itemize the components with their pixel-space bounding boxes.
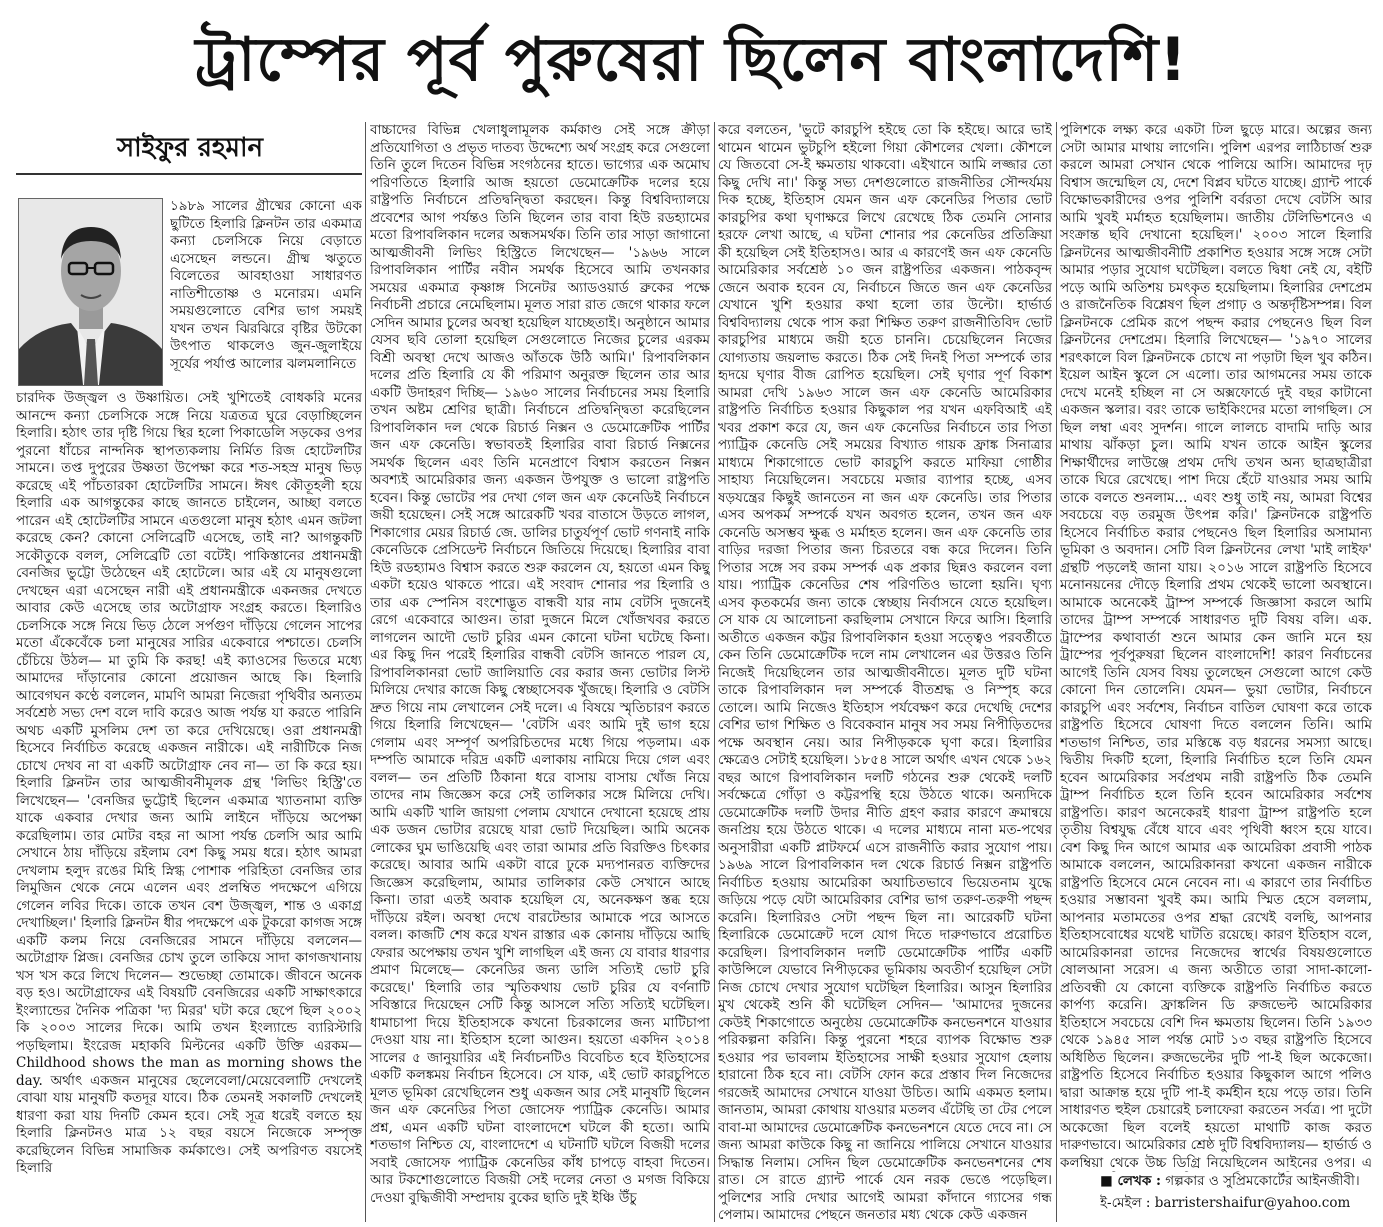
column-divider <box>714 122 715 1222</box>
column-divider <box>365 122 366 1222</box>
email-link[interactable]: barristershaifur@yahoo.com <box>1154 1195 1351 1211</box>
byline: সাইফুর রহমান <box>116 133 264 163</box>
paragraph: বাচ্চাদের বিভিন্ন খেলাধুলামূলক কর্মকাণ্ড সেই সঙ্গে ক্রীড়া প্রতিযোগিতা ও প্রভৃত দাতব্য উদ্দেশ্যে অর্থ সংগ্রহ করে সেগুলো তিনি তুলে দিতেন বিভিন্ন সংগঠনের হাতে। ভাগ্যের এক অমোঘ পরিণতিতে হিলারি আজ হয়তো ডেমোক্রেটিক দলের হয়ে রাষ্ট্রপতি নির্বাচনে প্রতিদ্বন্দ্বিতা করছেন। কিন্তু বিশ্ববিদ্যালয়ে প্রবেশের আগ পর্যন্তও তিনি ছিলেন তার বাবা হিউ রডহ্যামের মতো রিপাবলিকান দলের অন্ধসমর্থক। তিনি তার সাড়া জাগানো আত্মজীবনী লিভিং হিস্ট্রিতে লিখেছেন— '১৯৬৬ সালে রিপাবলিকান পার্টির নবীন সমর্থক হিসেবে আমি তখনকার সময়ের একমাত্র কৃষ্ণাঙ্গ সিনেটর অ্যাডওয়ার্ড ব্রুকের পক্ষে নির্বাচনী প্রচারে নেমেছিলাম। মূলত সারা রাত জেগে থাকার ফলে সেদিন আমার চুলের অবস্থা হয়েছিল যাচ্ছেতাই। অনুষ্ঠানে আমার যেসব ছবি তোলা হয়েছিল সেগুলোতে নিজের চুলের এরকম বিশ্রী অবস্থা দেখে আজও আঁতকে উঠি আমি।' রিপাবলিকান দলের প্রতি হিলারি যে কী পরিমাণ অনুরক্ত ছিলেন তার আর একটি উদাহরণ দিচ্ছি— ১৯৬০ সালের নির্বাচনের সময় হিলারি তখন অষ্টম শ্রেণির ছাত্রী। নির্বাচনে প্রতিদ্বন্দ্বিতা করেছিলেন রিপাবলিকান দল থেকে রিচার্ড নিক্সন ও ডেমোক্রেটিক পার্টির জন এফ কেনেডি। স্বভাবতই হিলারির বাবা রিচার্ড নিক্সনের সমর্থক ছিলেন এবং তিনি মনেপ্রাণে বিশ্বাস করতেন নিক্সন অবশ্যই আমেরিকার জন্য একজন উপযুক্ত ও ভালো রাষ্ট্রপতি হবেন। কিন্তু ভোটের পর দেখা গেল জন এফ কেনেডিই নির্বাচনে জয়ী হয়েছেন। সেই সঙ্গে আরেকটি খবর বাতাসে উড়তে লাগল, শিকাগোর মেয়র রিচার্ড জে. ডালির চাতুর্যপূর্ণ ভোট গণনাই নাকি কেনেডিকে প্রেসিডেন্ট নির্বাচনে জিতিয়ে দিয়েছে। হিলারির বাবা হিউ রডহ্যামও বিশ্বাস করতে শুরু করলেন যে, হয়তো এমন কিছু একটা হয়েও থাকতে পারে। এই সংবাদ শোনার পর হিলারি ও তার এক স্পেনিস বংশোদ্ভূত বান্ধবী যার নাম বেটসি দুজনেই রেগে একেবারে আগুন। তারা দুজনে মিলে খোঁজখবর করতে লাগলেন আদৌ ভোট চুরির এমন কোনো ঘটনা ঘটেছে কিনা। এর কিছু দিন পরেই হিলারির বান্ধবী বেটসি জানতে পারল যে, রিপাবলিকানরা ভোট জালিয়াতি বের করার জন্য ভোটার লিস্ট মিলিয়ে দেখার কাজে কিছু স্বেচ্ছাসেবক খুঁজছে। হিলারি ও বেটসি দ্রুত গিয়ে নাম লেখালেন সেই দলে। এ বিষয়ে স্মৃতিচারণ করতে গিয়ে হিলারি লিখেছেন— 'বেটসি এবং আমি দুই ভাগ হয়ে গেলাম এবং সম্পূর্ণ অপরিচিতদের মধ্যে গিয়ে পড়লাম। এক দম্পতি আমাকে দরিদ্র একটি এলাকায় নামিয়ে দিয়ে গেল এবং বলল— তন প্রতিটি ঠিকানা ধরে বাসায় বাসায় খোঁজ নিয়ে তাদের নাম জিজ্ঞেস করে সেই তালিকার সঙ্গে মিলিয়ে দেখি। আমি একটি খালি জায়গা পেলাম যেখানে দেখানো হয়েছে প্রায় এক ডজন ভোটার রয়েছে যারা ভোট দিয়েছিল। আমি অনেক লোকের ঘুম ভাঙিয়েছি এবং তারা আমার প্রতি বিরক্তিও চিৎকার করেছে। আবার আমি একটা বারে ঢুকে মদ্যপানরত ব্যক্তিদের জিজ্ঞেস করেছিলাম, আমার তালিকার কেউ সেখানে আছে কিনা। তারা এতই অবাক হয়েছিল যে, অনেকক্ষণ স্তব্ধ হয়ে দাঁড়িয়ে রইল। অবস্থা দেখে বারটেন্ডার আমাকে পরে আসতে বলল। কাজটি শেষ করে যখন রাস্তার এক কোনায় দাঁড়িয়ে আছি ফেরার অপেক্ষায় তখন খুশি লাগছিল এই জন্য যে বাবার ধারণার প্রমাণ মিলেছে— কেনেডির জন্য ডালি সত্যিই ভোট চুরি করেছে।' হিলারি তার স্মৃতিকথায় ভোট চুরির যে বর্ণনাটি সবিস্তারে দিয়েছেন সেটি কিন্তু আসলে সত্যি সত্যিই ঘটেছিল। ধামাচাপা দিয়ে ইতিহাসকে কখনো চিরকালের জন্য মাটিচাপা দেওয়া যায় না। ইতিহাস হলো আগুন। হয়তো একদিন ২০১৪ সালের ৫ জানুয়ারির এই নির্বাচনটিও বিবেচিত হবে ইতিহাসের একটি কলঙ্কময় নির্বাচন হিসেবে। সে যাক, এই ভোট কারচুপিতে মূলত ভূমিকা রেখেছিলেন শুধু একজন আর সেই মানুষটি ছিলেন জন এফ কেনেডির পিতা জোসেফ প্যাট্রিক কেনেডি। আমার প্রশ্ন, এমন একটি ঘটনা বাংলাদেশে ঘটলে কী হতো। আমি শতভাগ নিশ্চিত যে, বাংলাদেশে এ ঘটনাটি ঘটলে বিজয়ী দলের সবাই জোসেফ প্যাট্রিক কেনেডির কাঁধ চাপড়ে বাহবা দিতেন। আর টকশোগুলোতে বিজয়ী সেই দলের নেতা ও মগজ বিকিয়ে দেওয়া বুদ্ধিজীবী সম্প্রদায় বুকের ছাতি দুই ইঞ্চি উঁচু <box>370 122 710 1206</box>
headline: ট্রাম্পের পূর্ব পুরুষেরা ছিলেন বাংলাদেশি! <box>195 25 1188 95</box>
author-portrait-icon <box>19 199 162 385</box>
article-column-4 <box>1060 122 1372 1172</box>
article-column-2 <box>370 122 710 1222</box>
author-note <box>1100 1170 1375 1214</box>
author-description: গল্পকার ও সুপ্রিমকোর্টের আইনজীবী। <box>1165 1173 1360 1189</box>
author-line <box>1100 1170 1375 1192</box>
column-divider <box>1056 122 1057 1222</box>
email-line <box>1100 1192 1375 1214</box>
email-label: ই-মেইল : <box>1100 1195 1151 1211</box>
byline-rule <box>16 173 362 175</box>
article-column-3 <box>718 122 1052 1222</box>
paragraph: করে বলতেন, 'ভুটে কারচুপি হইছে তো কি হইছে। আরে ভাই থামেন থামেন ভুটচুপি হইলো গিয়া কৌশলের খেলা। কৌশলে যে জিতবো সে-ই ক্ষমতায় থাকবো। এইখানে আমি লজ্জার তো কিছু দেখি না।' কিন্তু সভ্য দেশগুলোতে রাজনীতির সৌন্দর্যময় দিক হচ্ছে, ইতিহাস যেমন জন এফ কেনেডির পিতার ভোট কারচুপির কথা ঘৃণাক্ষরে লিখে রেখেছে ঠিক তেমনি সোনার হরফে লেখা আছে, এ ঘটনা শোনার পর কেনেডির প্রতিক্রিয়া কী হয়েছিল সেই ইতিহাসও। আর এ কারণেই জন এফ কেনেডি আমেরিকার সর্বশ্রেষ্ঠ ১০ জন রাষ্ট্রপতির একজন। পাঠকবৃন্দ জেনে অবাক হবেন যে, নির্বাচনে জিতে জন এফ কেনেডির যেখানে খুশি হওয়ার কথা হলো তার উল্টো। হার্ভার্ড বিশ্ববিদ্যালয় থেকে পাস করা শিক্ষিত তরুণ রাজনীতিবিদ ভোট কারচুপির মাধ্যমে জয়ী হতে চাননি। চেয়েছিলেন নিজের যোগ্যতায় জয়লাভ করতে। ঠিক সেই দিনই পিতা সম্পর্কে তার হৃদয়ে ঘৃণার বীজ রোপিত হয়েছিল। সেই ঘৃণার পূর্ণ বিকাশ আমরা দেখি ১৯৬৩ সালে জন এফ কেনেডি আমেরিকার রাষ্ট্রপতি নির্বাচিত হওয়ার কিছুকাল পর যখন এফবিআই এই খবর প্রকাশ করে যে, জন এফ কেনেডির নির্বাচনে তার পিতা প্যাট্রিক কেনেডি সেই সময়ের বিখ্যাত গায়ক ফ্রাঙ্ক সিনাত্রার মাধ্যমে শিকাগোতে ভোট কারচুপি করতে মাফিয়া গোষ্ঠীর সাহায্য নিয়েছিলেন। সবচেয়ে মজার ব্যাপার হচ্ছে, এসব ষড়যন্ত্রের কিছুই জানতেন না জন এফ কেনেডি। তার পিতার এসব অপকর্ম সম্পর্কে যখন অবগত হলেন, তখন জন এফ কেনেডি অসম্ভব ক্ষুব্ধ ও মর্মাহত হলেন। জন এফ কেনেডি তার বাড়ির দরজা পিতার জন্য চিরতরে বন্ধ করে দিলেন। তিনি পিতার সঙ্গে সব রকম সম্পর্ক এক প্রকার ছিন্নও করলেন বলা যায়। প্যাট্রিক কেনেডির শেষ পরিণতিও ভালো হয়নি। ঘৃণ্য এসব কৃতকর্মের জন্য তাকে স্বেচ্ছায় নির্বাসনে যেতে হয়েছিল। সে যাক যে আলোচনা করছিলাম সেখানে ফিরে আসি। হিলারি অতীতে একজন কট্টর রিপাবলিকান হওয়া সত্ত্বেও পরবর্তীতে কেন তিনি ডেমোক্রেটিক দলে নাম লেখালেন এর উত্তরও তিনি নিজেই দিয়েছিলেন তার আত্মজীবনীতে। মূলত দুটি ঘটনা তাকে রিপাবলিকান দল সম্পর্কে বীতশ্রদ্ধ ও নিস্পৃহ করে তোলে। আমি নিজেও ইতিহাস পর্যবেক্ষণ করে দেখেছি দেশের বেশির ভাগ শিক্ষিত ও বিবেকবান মানুষ সব সময় নিপীড়িতদের পক্ষে অবস্থান নেয়। আর নিপীড়ককে ঘৃণা করে। হিলারির ক্ষেত্রেও সেটাই হয়েছিল। ১৮৫৪ সালে অর্থাৎ এখন থেকে ১৬২ বছর আগে রিপাবলিকান দলটি গঠনের শুরু থেকেই দলটি সর্বক্ষেত্রে গোঁড়া ও কট্টরপন্থি হয়ে উঠতে থাকে। অন্যদিকে ডেমোক্রেটিক দলটি উদার নীতি গ্রহণ করার কারণে ক্রমান্বয়ে জনপ্রিয় হয়ে উঠতে থাকে। এ দলের মাধ্যমে নানা মত-পথের অনুসারীরা একটি প্লাটফর্মে এসে রাজনীতি করার সুযোগ পায়। ১৯৬৯ সালে রিপাবলিকান দল থেকে রিচার্ড নিক্সন রাষ্ট্রপতি নির্বাচিত হওয়ায় আমেরিকা অযাচিতভাবে ভিয়েতনাম যুদ্ধে জড়িয়ে পড়ে যেটা আমেরিকার বেশির ভাগ তরুণ-তরুণী পছন্দ করেনি। হিলারিরও সেটা পছন্দ ছিল না। আরেকটি ঘটনা হিলারিকে ডেমোক্রেট দলে যোগ দিতে দারুণভাবে প্ররোচিত করেছিল। রিপাবলিকান দলটি ডেমোক্রেটিক পার্টির একটি কাউন্সিলে যেভাবে নিপীড়কের ভূমিকায় অবতীর্ণ হয়েছিল সেটা নিজ চোখে দেখার সুযোগ ঘটেছিল হিলারির। আসুন হিলারির মুখ থেকেই শুনি কী ঘটেছিল সেদিন— 'আমাদের দুজনের কেউই শিকাগোতে অনুষ্ঠেয় ডেমোক্রেটিক কনভেনশনে যাওয়ার পরিকল্পনা করিনি। কিন্তু পুরনো শহরে ব্যাপক বিক্ষোভ শুরু হওয়ার পর ভাবলাম ইতিহাসের সাক্ষী হওয়ার সুযোগ হেলায় হারানো ঠিক হবে না। বেটসি ফোন করে প্রস্তাব দিল নিজেদের গরজেই আমাদের সেখানে যাওয়া উচিত। আমি একমত হলাম। জানতাম, আমরা কোথায় যাওয়ার মতলব এঁটেছি তা টের পেলে বাবা-মা আমাদের ডেমোক্রেটিক কনভেনশনে যেতে দেবে না। সে জন্য আমরা কাউকে কিছু না জানিয়ে পালিয়ে সেখানে যাওয়ার সিদ্ধান্ত নিলাম। সেদিন ছিল ডেমোক্রেটিক কনভেনশনের শেষ রাত। সে রাতে গ্র্যান্ট পার্কে যেন নরক ভেঙে পড়েছিল। পুলিশের সারি দেখার আগেই আমরা কাঁদানে গ্যাসের গন্ধ পেলাম। আমাদের পেছনে জনতার মধ্য থেকে কেউ একজন <box>718 122 1052 1222</box>
paragraph: চারদিক উজ্জ্বল ও উষ্ণায়িত। সেই খুশিতেই বোধকরি মনের আনন্দে কন্যা চেলসিকে সঙ্গে নিয়ে যত্রতত্র ঘুরে বেড়াচ্ছিলেন হিলারি। হঠাৎ তার দৃষ্টি গিয়ে স্থির হলো পিকাডেলি সড়কের ওপর পুরনো ধাঁচের নান্দনিক স্থাপত্যকলায় নির্মিত রিজ হোটেলটির সামনে। তপ্ত দুপুরের উষ্ণতা উপেক্ষা করে শত-সহস্র মানুষ ভিড় করেছে এই পাঁচতারকা হোটেলটির সামনে। ঈষৎ কৌতূহলী হয়ে হিলারি এক আগন্তুকের কাছে জানতে চাইলেন, আচ্ছা বলতে পারেন এই হোটেলটির সামনে এতগুলো মানুষ হঠাৎ এমন জটলা করেছে কেন? কোনো সেলিব্রেটি এসেছে, তাই না? আগন্তুকটি সকৌতুকে বলল, সেলিব্রেটি তো বটেই। পাকিস্তানের প্রধানমন্ত্রী বেনজির ভুট্টো উঠেছেন এই হোটেলে। আর এই যে মানুষগুলো দেখছেন এরা এসেছেন নারী এই প্রধানমন্ত্রীকে একনজর দেখতে আবার কেউ এসেছে তার অটোগ্রাফ সংগ্রহ করতে। হিলারিও চেলসিকে সঙ্গে নিয়ে ভিড় ঠেলে সর্পগুণ দাঁড়িয়ে গেলেন সাপের মতো এঁকেবেঁকে চলা মানুষের সারির একেবারে পশ্চাতে। চেলসি চেঁচিয়ে উঠল— মা তুমি কি করছ! এই ক্যাওসের ভিতরে মধ্যে আমাদের দাঁড়ানোর কোনো প্রয়োজন আছে কি। হিলারি আবেগঘন কণ্ঠে বললেন, মামণি আমরা নিজেরা পৃথিবীর অন্যতম সর্বশ্রেষ্ঠ সভ্য দেশ বলে দাবি করেও আজ পর্যন্ত যা করতে পারিনি অথচ একটি মুসলিম দেশ তা করে দেখিয়েছে। ওরা প্রধানমন্ত্রী হিসেবে নির্বাচিত করেছে একজন নারীকে। এই নারীটিকে নিজ চোখে দেখব না বা একটি অটোগ্রাফ নেব না— তা কি করে হয়। হিলারি ক্লিনটন তার আত্মজীবনীমূলক গ্রন্থ 'লিভিং হিস্ট্রি'তে লিখেছেন— 'বেনজির ভুট্টোই ছিলেন একমাত্র খ্যাতনামা ব্যক্তি যাকে একবার দেখার জন্য আমি লাইনে দাঁড়িয়ে অপেক্ষা করেছিলাম। তার মোটর বহর না আসা পর্যন্ত চেলসি আর আমি সেখানে ঠায় দাঁড়িয়ে রইলাম বেশ কিছু সময় ধরে। হঠাৎ আমরা দেখলাম হলুদ রঙের মিহি স্নিগ্ধ পোশাক পরিহিতা বেনজির তার লিমুজিন থেকে নেমে এলেন এবং প্রলম্বিত পদক্ষেপে এগিয়ে গেলেন লবির দিকে। তাকে তখন বেশ উজ্জ্বল, শান্ত ও একাগ্র দেখাচ্ছিল।' হিলারি ক্লিনটন ধীর পদক্ষেপে এক টুকরো কাগজ সঙ্গে একটি কলম নিয়ে বেনজিরের সামনে দাঁড়িয়ে বললেন— অটোগ্রাফ প্লিজ। বেনজির চোখ তুলে তাকিয়ে সাদা কাগজখানায় খস খস করে লিখে দিলেন— শুভেচ্ছা তোমাকে। জীবনে অনেক বড় হও। অটোগ্রাফের এই বিষয়টি বেনজিরের একটি সাক্ষাৎকারে ইংল্যান্ডের দৈনিক পত্রিকা 'দ্য মিরর' ঘটা করে ছেপে ছিল ২০০২ কি ২০০৩ সালের দিকে। আমি তখন ইংল্যান্ডে ব্যারিস্টারি পড়ছিলাম। ইংরেজ মহাকবি মিল্টনের একটি উক্তি এরকম— Childhood shows the man as morning shows the day. অর্থাৎ একজন মানুষের ছেলেবেলা/মেয়েবেলাটি দেখলেই বোঝা যায় মানুষটি কতদূর যাবে। ঠিক তেমনই সকালটি দেখলেই ধারণা করা যায় দিনটি কেমন হবে। সেই সূত্র ধরেই বলতে হয় হিলারি ক্লিনটনও মাত্র ১২ বছর বয়সে নিজেকে সম্পৃক্ত করেছিলেন বিভিন্ন সামাজিক কর্মকাণ্ডে। সেই অপরিণত বয়সেই হিলারি <box>16 390 362 1176</box>
paragraph: ১৯৮৯ সালের গ্রীষ্মের কোনো এক ছুটিতে হিলারি ক্লিনটন তার একমাত্র কন্যা চেলসিকে নিয়ে বেড়াতে এসেছেন লন্ডনে। গ্রীষ্ম ঋতুতে বিলেতের আবহাওয়া সাধারণত নাতিশীতোষ্ণ ও মনোরম। এমনি সময়গুলোতে বেশির ভাগ সময়ই যখন তখন ঝিরঝিরে বৃষ্টির উটকো উৎপাত থাকলেও জুন-জুলাইয়ে সূর্যের পর্যাপ্ত আলোর ঝলমলানিতে <box>170 198 362 372</box>
article-column-1 <box>16 390 362 1220</box>
author-label: ■ লেখক : <box>1100 1173 1161 1189</box>
article-intro <box>170 198 362 388</box>
paragraph: পুলিশকে লক্ষ্য করে একটা ঢিল ছুড়ে মারে। অল্পের জন্য সেটা আমার মাথায় লাগেনি। পুলিশ এরপর লাঠিচার্জ শুরু করলে আমরা সেখান থেকে পালিয়ে আসি। আমাদের দৃঢ় বিশ্বাস জন্মেছিল যে, দেশে বিপ্লব ঘটতে যাচ্ছে। গ্র্যান্ট পার্কে বিক্ষোভকারীদের ওপর পুলিশি বর্বরতা দেখে বেটসি আর আমি খুবই মর্মাহত হয়েছিলাম। জাতীয় টেলিভিশনেও এ সংক্রান্ত ছবি দেখানো হয়েছিল।' ২০০৩ সালে হিলারি ক্লিনটনের আত্মজীবনীটি প্রকাশিত হওয়ার সঙ্গে সঙ্গে সেটা আমার পড়ার সুযোগ ঘটেছিল। বলতে দ্বিধা নেই যে, বইটি পড়ে আমি অতিশয় চমৎকৃত হয়েছিলাম। হিলারির দেশপ্রেম ও রাজনৈতিক বিশ্লেষণ ছিল প্রগাঢ় ও অন্তর্দৃষ্টিসম্পন্ন। বিল ক্লিনটনকে প্রেমিক রূপে পছন্দ করার পেছনেও ছিল বিল ক্লিনটনের দেশপ্রেম। হিলারি লিখেছেন— '১৯৭০ সালের শরৎকালে বিল ক্লিনটনকে চোখে না পড়াটা ছিল খুব কঠিন। ইয়েল আইন স্কুলে সে এলো। তার আগমনের সময় তাকে দেখে মনেই হচ্ছিল না সে অক্সফোর্ডে দুই বছর কাটানো একজন স্কলার। বরং তাকে ভাইকিংদের মতো লাগছিল। সে ছিল লম্বা এবং সুদর্শন। গালে লালচে বাদামি দাড়ি আর মাথায় ঝাঁকড়া চুল। আমি যখন তাকে আইন স্কুলের শিক্ষার্থীদের লাউঞ্জে প্রথম দেখি তখন অন্য ছাত্রছাত্রীরা তাকে ঘিরে রেখেছে। পাশ দিয়ে হেঁটে যাওয়ার সময় আমি তাকে বলতে শুনলাম... এবং শুধু তাই নয়, আমরা বিশ্বের সবচেয়ে বড় তরমুজ উৎপন্ন করি।' ক্লিনটনকে রাষ্ট্রপতি হিসেবে নির্বাচিত করার পেছনেও ছিল হিলারির অসামান্য ভূমিকা ও অবদান। সেটি বিল ক্লিনটনের লেখা 'মাই লাইফ' গ্রন্থটি পড়লেই জানা যায়। ২০১৬ সালে রাষ্ট্রপতি হিসেবে মনোনয়নের দৌড়ে হিলারি প্রথম থেকেই ভালো অবস্থানে। আমাকে অনেকেই ট্রাম্প সম্পর্কে জিজ্ঞাসা করলে আমি তাদের ট্রাম্প সম্পর্কে সাধারণত দুটি বিষয় বলি। এক. ট্রাম্পের কথাবার্তা শুনে আমার কেন জানি মনে হয় ট্রাম্পের পূর্বপুরুষরা ছিলেন বাংলাদেশি! কারণ নির্বাচনের আগেই তিনি যেসব বিষয় তুলেছেন সেগুলো আগে কেউ কোনো দিন তোলেনি। যেমন— ভুয়া ভোটার, নির্বাচনে কারচুপি এবং সর্বশেষ, নির্বাচন বাতিল ঘোষণা করে তাকে রাষ্ট্রপতি হিসেবে ঘোষণা দিতে বললেন তিনি। আমি শতভাগ নিশ্চিত, তার মস্তিষ্কে বড় ধরনের সমস্যা আছে। দ্বিতীয় দিকটি হলো, হিলারি নির্বাচিত হলে তিনি যেমন হবেন আমেরিকার সর্বপ্রথম নারী রাষ্ট্রপতি ঠিক তেমনি ট্রাম্প নির্বাচিত হলে তিনি হবেন আমেরিকার সর্বশেষ রাষ্ট্রপতি। কারণ অনেকেরই ধারণা ট্রাম্প রাষ্ট্রপতি হলে তৃতীয় বিশ্বযুদ্ধ বেঁধে যাবে এবং পৃথিবী ধ্বংস হয়ে যাবে। বেশ কিছু দিন আগে আমার এক আমেরিকা প্রবাসী পাঠক আমাকে বললেন, আমেরিকানরা কখনো একজন নারীকে রাষ্ট্রপতি হিসেবে মেনে নেবেন না। এ কারণে তার নির্বাচিত হওয়ার সম্ভাবনা খুবই কম। আমি স্মিত হেসে বললাম, আপনার মতামতের ওপর শ্রদ্ধা রেখেই বলছি, আপনার ইতিহাসবোধের যথেষ্ট ঘাটতি রয়েছে। কারণ ইতিহাস বলে, আমেরিকানরা তাদের নিজেদের স্বার্থের বিষয়গুলোতে ষোলআনা সরেস। এ জন্য অতীতে তারা সাদা-কালো-প্রতিবন্ধী যে কোনো ব্যক্তিকে রাষ্ট্রপতি নির্বাচিত করতে কার্পণ্য করেনি। ফ্রাঙ্কলিন ডি রুজভেল্ট আমেরিকার ইতিহাসে সবচেয়ে বেশি দিন ক্ষমতায় ছিলেন। তিনি ১৯৩৩ থেকে ১৯৪৫ সাল পর্যন্ত মোট ১৩ বছর রাষ্ট্রপতি হিসেবে অধিষ্ঠিত ছিলেন। রুজভেল্টের দুটি পা-ই ছিল অকেজো। রাষ্ট্রপতি হিসেবে নির্বাচিত হওয়ার কিছুকাল আগে পলিও দ্বারা আক্রান্ত হয়ে দুটি পা-ই কর্মহীন হয়ে পড়ে তার। তিনি সাধারণত হুইল চেয়ারেই চলাফেরা করতেন সর্বত্র। পা দুটো অকেজো ছিল বলেই হয়তো মাথাটি কাজ করত দারুণভাবে। আমেরিকার শ্রেষ্ঠ দুটি বিশ্ববিদ্যালয়— হার্ভার্ড ও কলম্বিয়া থেকে উচ্চ ডিগ্রি নিয়েছিলেন আইনের ওপর। এ <box>1060 122 1372 1171</box>
author-portrait-icon <box>18 198 163 386</box>
